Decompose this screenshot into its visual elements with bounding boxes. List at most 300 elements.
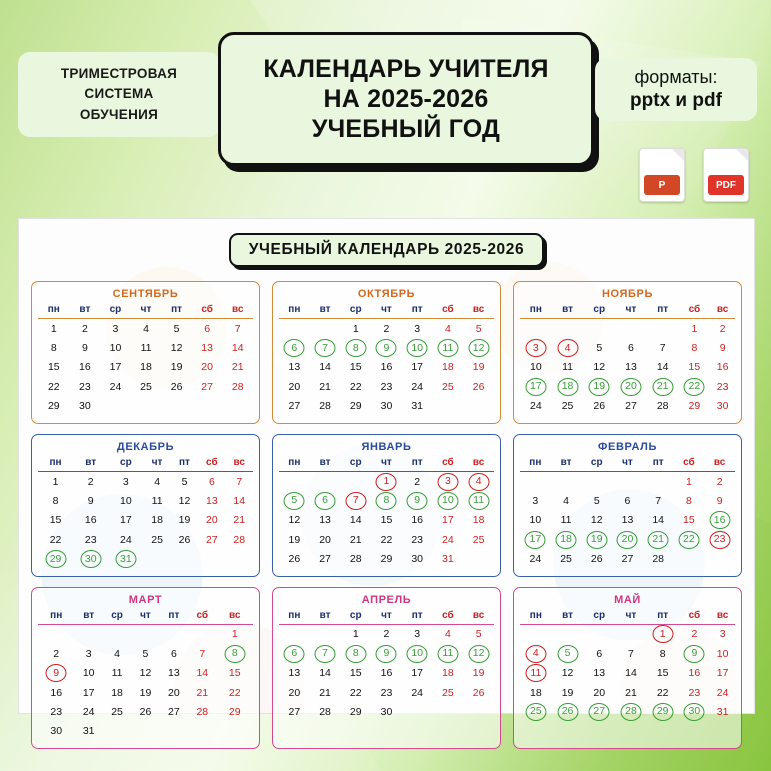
day-cell[interactable]	[615, 702, 647, 721]
day-cell[interactable]: 22	[349, 380, 362, 393]
day-cell[interactable]	[108, 549, 143, 568]
day-cell[interactable]	[520, 644, 552, 663]
day-cell[interactable]: 19	[472, 361, 485, 374]
day-cell[interactable]	[433, 338, 464, 357]
day-cell[interactable]: 19	[472, 667, 485, 680]
day-cell[interactable]: 14	[349, 514, 362, 527]
day-cell[interactable]: 26	[593, 400, 606, 413]
day-cell[interactable]: 4	[154, 475, 161, 488]
day-cell[interactable]: 7	[655, 494, 662, 507]
day-cell[interactable]: 10	[530, 361, 542, 374]
day-cell[interactable]: 16	[380, 667, 393, 680]
day-cell[interactable]: 27	[288, 400, 301, 413]
day-cell[interactable]: 12	[139, 667, 152, 680]
day-cell[interactable]: 23	[716, 380, 729, 393]
day-cell[interactable]: 27	[168, 705, 180, 718]
day-cell[interactable]: 8	[685, 494, 692, 507]
day-marker-circle: 19	[593, 380, 606, 393]
day-cell[interactable]: 15	[349, 361, 362, 374]
day-cell[interactable]	[647, 702, 679, 721]
day-cell[interactable]	[679, 702, 711, 721]
day-cell[interactable]: 20	[288, 686, 301, 699]
weekday-header: пн	[288, 609, 301, 621]
day-cell[interactable]: 29	[228, 705, 241, 718]
day-cell[interactable]: 7	[199, 647, 206, 660]
day-cell[interactable]: 18	[111, 686, 123, 699]
day-cell[interactable]: 2	[81, 322, 88, 335]
day-cell[interactable]: 14	[196, 667, 209, 680]
day-cell[interactable]	[679, 644, 711, 663]
day-cell[interactable]: 18	[530, 686, 542, 699]
day-cell[interactable]: 15	[683, 514, 695, 527]
day-cell[interactable]: 15	[349, 667, 362, 680]
day-cell[interactable]: 18	[472, 514, 485, 527]
day-cell[interactable]: 26	[178, 533, 191, 546]
day-cell[interactable]: 14	[319, 667, 331, 680]
day-cell[interactable]: 12	[178, 494, 191, 507]
day-cell[interactable]: 28	[652, 553, 664, 566]
day-cell[interactable]: 26	[472, 380, 485, 393]
day-cell[interactable]	[674, 530, 705, 549]
day-cell[interactable]: 18	[151, 514, 163, 527]
day-cell[interactable]: 20	[201, 361, 213, 374]
day-cell[interactable]: 29	[349, 400, 362, 413]
day-cell[interactable]: 21	[196, 686, 209, 699]
day-cell[interactable]	[463, 471, 494, 491]
weekday-header: вт	[562, 609, 574, 621]
day-marker-circle: 7	[318, 342, 333, 355]
weekday-header: ср	[593, 609, 606, 621]
day-cell[interactable]	[552, 702, 584, 721]
day-cell[interactable]: 12	[590, 514, 603, 527]
day-cell[interactable]	[310, 644, 341, 663]
day-cell[interactable]: 30	[380, 705, 393, 718]
day-cell[interactable]: 20	[168, 686, 180, 699]
day-cell[interactable]: 21	[231, 361, 244, 374]
day-cell[interactable]: 2	[87, 475, 94, 488]
day-cell[interactable]: 1	[352, 322, 359, 335]
day-cell[interactable]: 12	[288, 514, 301, 527]
weekday-header: пт	[179, 456, 190, 468]
day-cell[interactable]: 20	[593, 686, 606, 699]
day-cell[interactable]	[310, 491, 341, 510]
day-cell[interactable]: 31	[411, 400, 423, 413]
day-cell[interactable]: 15	[49, 514, 62, 527]
day-cell[interactable]	[340, 491, 371, 510]
day-cell-empty	[340, 471, 371, 491]
day-cell[interactable]: 23	[411, 533, 423, 546]
day-cell[interactable]: 3	[414, 628, 421, 641]
day-cell[interactable]	[402, 644, 433, 663]
day-cell[interactable]: 24	[442, 533, 454, 546]
day-cell[interactable]: 16	[688, 667, 701, 680]
day-cell[interactable]: 5	[596, 342, 603, 355]
day-cell[interactable]: 30	[380, 400, 393, 413]
day-cell[interactable]	[583, 702, 615, 721]
day-cell[interactable]: 29	[47, 400, 60, 413]
day-cell[interactable]: 25	[472, 533, 485, 546]
day-cell[interactable]: 23	[50, 705, 63, 718]
weekday-header: чт	[381, 456, 392, 468]
day-cell[interactable]: 13	[625, 361, 637, 374]
month-table	[520, 303, 735, 416]
day-cell[interactable]: 16	[411, 514, 423, 527]
day-cell[interactable]	[463, 338, 494, 357]
day-cell[interactable]: 30	[79, 400, 91, 413]
day-cell[interactable]: 15	[688, 361, 701, 374]
day-cell[interactable]: 16	[380, 361, 393, 374]
day-cell[interactable]: 2	[691, 628, 698, 641]
day-cell[interactable]: 21	[319, 686, 331, 699]
day-cell[interactable]: 13	[621, 514, 634, 527]
day-cell[interactable]: 13	[593, 667, 606, 680]
day-cell[interactable]: 22	[47, 380, 60, 393]
day-cell[interactable]	[552, 377, 584, 396]
day-cell[interactable]: 13	[288, 361, 301, 374]
day-cell[interactable]: 13	[319, 514, 331, 527]
day-cell[interactable]: 24	[109, 380, 122, 393]
day-cell[interactable]: 31	[442, 553, 454, 566]
day-cell[interactable]: 25	[561, 400, 574, 413]
day-cell[interactable]: 16	[716, 361, 729, 374]
day-cell[interactable]	[73, 549, 108, 568]
day-cell[interactable]: 9	[719, 342, 726, 355]
day-cell[interactable]: 10	[716, 647, 729, 660]
day-cell[interactable]: 4	[114, 647, 120, 660]
day-cell[interactable]: 15	[656, 667, 669, 680]
day-cell-empty	[310, 624, 341, 644]
day-cell[interactable]: 1	[52, 475, 59, 488]
day-cell[interactable]: 29	[349, 705, 362, 718]
day-cell[interactable]: 27	[288, 705, 301, 718]
day-cell[interactable]: 24	[411, 380, 423, 393]
day-cell[interactable]: 17	[442, 514, 454, 527]
day-cell[interactable]: 7	[628, 647, 634, 660]
day-cell[interactable]: 25	[560, 553, 572, 566]
day-cell[interactable]: 22	[656, 686, 669, 699]
day-cell[interactable]: 25	[140, 380, 152, 393]
day-cell[interactable]: 18	[140, 361, 152, 374]
day-cell[interactable]: 31	[82, 725, 95, 738]
months-grid	[31, 281, 742, 749]
day-cell[interactable]: 2	[716, 475, 723, 488]
day-cell[interactable]: 1	[50, 322, 57, 335]
week-row	[520, 702, 735, 721]
day-cell[interactable]	[520, 530, 551, 549]
week-row	[279, 491, 494, 510]
day-cell[interactable]	[679, 377, 711, 396]
day-cell[interactable]: 8	[50, 342, 57, 355]
day-cell[interactable]: 3	[414, 322, 421, 335]
day-cell[interactable]: 13	[206, 494, 218, 507]
day-cell[interactable]	[371, 644, 402, 663]
day-cell[interactable]: 5	[181, 475, 188, 488]
day-cell[interactable]	[340, 644, 371, 663]
day-cell[interactable]: 28	[196, 705, 209, 718]
day-cell[interactable]: 25	[442, 380, 454, 393]
month-card	[513, 587, 742, 749]
day-cell[interactable]: 2	[383, 322, 390, 335]
day-cell[interactable]: 30	[411, 553, 423, 566]
day-cell[interactable]: 24	[716, 686, 729, 699]
day-cell[interactable]: 18	[442, 361, 454, 374]
day-cell[interactable]: 7	[659, 342, 666, 355]
day-cell[interactable]: 14	[652, 514, 664, 527]
day-cell[interactable]: 16	[50, 686, 63, 699]
month-card	[31, 587, 260, 749]
day-cell[interactable]	[371, 338, 402, 357]
day-cell-empty	[143, 549, 170, 568]
day-cell[interactable]: 14	[319, 361, 331, 374]
day-cell[interactable]: 13	[168, 667, 180, 680]
day-cell[interactable]: 30	[716, 400, 729, 413]
day-cell[interactable]: 4	[143, 322, 149, 335]
day-cell[interactable]: 20	[319, 533, 331, 546]
day-cell[interactable]: 19	[288, 533, 301, 546]
day-cell[interactable]	[612, 530, 643, 549]
day-cell[interactable]	[647, 624, 679, 644]
day-cell[interactable]	[615, 377, 647, 396]
day-cell[interactable]: 14	[231, 342, 244, 355]
day-marker-circle: 9	[410, 494, 425, 507]
day-cell[interactable]: 12	[593, 361, 606, 374]
day-cell[interactable]: 12	[170, 342, 183, 355]
day-cell[interactable]: 23	[84, 533, 97, 546]
day-cell-empty	[551, 471, 582, 491]
day-cell[interactable]: 8	[691, 342, 698, 355]
day-cell[interactable]: 4	[563, 494, 569, 507]
day-cell[interactable]	[463, 644, 494, 663]
day-cell[interactable]: 24	[529, 553, 542, 566]
day-cell[interactable]	[581, 530, 612, 549]
weekday-header: пт	[652, 456, 664, 468]
day-cell[interactable]: 27	[319, 553, 331, 566]
day-cell[interactable]: 21	[625, 686, 637, 699]
day-cell[interactable]: 6	[204, 322, 211, 335]
day-cell[interactable]: 17	[411, 667, 423, 680]
day-cell[interactable]: 2	[53, 647, 60, 660]
day-cell[interactable]	[552, 644, 584, 663]
day-cell[interactable]: 19	[178, 514, 191, 527]
day-cell[interactable]	[520, 338, 552, 357]
day-cell[interactable]: 10	[109, 342, 122, 355]
day-cell[interactable]: 6	[208, 475, 215, 488]
day-cell[interactable]: 29	[688, 400, 701, 413]
day-cell[interactable]: 29	[380, 553, 393, 566]
day-cell[interactable]: 7	[234, 322, 241, 335]
day-cell[interactable]: 17	[411, 361, 423, 374]
day-cell[interactable]	[704, 530, 735, 549]
day-cell[interactable]: 11	[140, 342, 152, 355]
day-cell[interactable]: 3	[719, 628, 726, 641]
weekday-header: сб	[683, 456, 695, 468]
day-cell[interactable]: 5	[593, 494, 600, 507]
day-cell[interactable]	[371, 471, 402, 491]
day-cell[interactable]: 21	[349, 533, 362, 546]
day-cell[interactable]	[520, 664, 552, 683]
day-cell[interactable]: 6	[170, 647, 177, 660]
day-cell[interactable]: 5	[475, 628, 482, 641]
day-cell[interactable]: 14	[233, 494, 246, 507]
day-cell[interactable]: 10	[529, 514, 542, 527]
day-cell[interactable]: 24	[82, 705, 95, 718]
day-cell[interactable]: 25	[111, 705, 123, 718]
day-cell[interactable]: 20	[288, 380, 301, 393]
day-cell[interactable]: 28	[349, 553, 362, 566]
day-cell[interactable]: 28	[319, 400, 331, 413]
weekday-header: вс	[229, 609, 241, 621]
day-cell[interactable]: 1	[685, 475, 692, 488]
day-cell[interactable]: 5	[173, 322, 180, 335]
day-cell[interactable]: 23	[380, 380, 393, 393]
day-cell[interactable]: 7	[236, 475, 243, 488]
day-cell[interactable]: 6	[624, 494, 631, 507]
formats-value: pptx и pdf	[630, 89, 722, 111]
day-cell[interactable]: 9	[81, 342, 88, 355]
day-cell[interactable]	[551, 530, 582, 549]
day-cell[interactable]: 24	[120, 533, 132, 546]
day-cell[interactable]: 3	[122, 475, 129, 488]
day-cell[interactable]: 24	[530, 400, 542, 413]
day-cell[interactable]: 23	[79, 380, 91, 393]
day-marker-circle: 9	[687, 647, 702, 660]
day-cell[interactable]: 10	[82, 667, 95, 680]
day-cell[interactable]	[402, 338, 433, 357]
day-cell[interactable]: 28	[656, 400, 669, 413]
day-cell[interactable]: 5	[142, 647, 149, 660]
day-cell[interactable]	[647, 377, 679, 396]
day-cell[interactable]: 11	[111, 667, 123, 680]
day-cell[interactable]: 17	[716, 667, 729, 680]
day-cell[interactable]	[520, 377, 552, 396]
day-cell[interactable]: 25	[151, 533, 163, 546]
day-cell[interactable]: 22	[228, 686, 241, 699]
day-cell[interactable]: 9	[87, 494, 94, 507]
day-cell[interactable]	[433, 471, 464, 491]
day-cell[interactable]: 22	[349, 686, 362, 699]
day-cell[interactable]: 9	[716, 494, 723, 507]
day-cell[interactable]: 3	[85, 647, 92, 660]
day-cell[interactable]: 17	[120, 514, 132, 527]
day-cell[interactable]: 22	[49, 533, 62, 546]
day-cell[interactable]	[340, 338, 371, 357]
day-cell[interactable]: 11	[151, 494, 163, 507]
day-cell[interactable]: 27	[201, 380, 213, 393]
day-cell[interactable]: 15	[47, 361, 60, 374]
day-cell[interactable]	[279, 338, 310, 357]
day-cell[interactable]: 28	[233, 533, 246, 546]
day-cell[interactable]	[402, 491, 433, 510]
day-cell[interactable]: 17	[82, 686, 95, 699]
day-cell[interactable]: 14	[625, 667, 637, 680]
day-cell[interactable]	[583, 377, 615, 396]
day-cell[interactable]: 19	[561, 686, 574, 699]
day-cell[interactable]: 23	[688, 686, 701, 699]
pdf-file-icon-label: PDF	[708, 175, 744, 195]
day-cell[interactable]: 10	[120, 494, 132, 507]
day-marker-circle: 25	[530, 705, 542, 718]
day-cell[interactable]: 22	[380, 533, 393, 546]
day-cell[interactable]	[216, 644, 253, 663]
day-cell[interactable]: 4	[444, 322, 451, 335]
day-cell[interactable]: 6	[628, 342, 634, 355]
day-cell[interactable]	[433, 644, 464, 663]
day-cell[interactable]: 26	[170, 380, 183, 393]
day-cell[interactable]: 4	[444, 628, 451, 641]
day-cell[interactable]	[643, 530, 674, 549]
day-cell[interactable]: 26	[288, 553, 301, 566]
day-cell[interactable]	[552, 338, 584, 357]
day-cell[interactable]: 11	[560, 514, 572, 527]
day-cell[interactable]: 18	[442, 667, 454, 680]
day-cell[interactable]	[38, 549, 73, 568]
day-cell[interactable]: 19	[170, 361, 183, 374]
day-cell[interactable]: 6	[596, 647, 603, 660]
day-cell[interactable]: 27	[621, 553, 634, 566]
day-cell[interactable]: 16	[79, 361, 91, 374]
day-cell[interactable]: 16	[84, 514, 97, 527]
day-cell[interactable]	[433, 491, 464, 510]
week-row	[279, 377, 494, 396]
day-cell[interactable]: 30	[50, 725, 63, 738]
day-cell[interactable]	[38, 664, 74, 683]
day-cell[interactable]: 1	[691, 322, 698, 335]
day-cell[interactable]: 24	[411, 686, 423, 699]
day-cell[interactable]	[463, 491, 494, 510]
day-cell[interactable]	[520, 702, 552, 721]
day-cell[interactable]: 23	[380, 686, 393, 699]
day-cell[interactable]: 27	[625, 400, 637, 413]
day-cell[interactable]: 21	[233, 514, 246, 527]
day-cell[interactable]: 5	[475, 322, 482, 335]
day-cell[interactable]: 3	[112, 322, 119, 335]
day-cell[interactable]: 26	[590, 553, 603, 566]
day-cell[interactable]: 31	[716, 705, 729, 718]
day-cell[interactable]: 14	[656, 361, 669, 374]
day-cell[interactable]: 11	[562, 361, 573, 374]
day-cell[interactable]	[279, 644, 310, 663]
day-cell[interactable]: 13	[201, 342, 213, 355]
day-cell[interactable]: 26	[472, 686, 485, 699]
day-cell[interactable]: 1	[352, 628, 359, 641]
day-cell[interactable]: 28	[319, 705, 331, 718]
day-cell[interactable]: 3	[532, 494, 539, 507]
day-cell[interactable]: 27	[206, 533, 218, 546]
day-cell[interactable]: 2	[414, 475, 421, 488]
day-cell[interactable]: 15	[228, 667, 241, 680]
day-cell[interactable]: 17	[109, 361, 122, 374]
day-cell[interactable]: 8	[659, 647, 666, 660]
day-cell[interactable]: 2	[719, 322, 726, 335]
day-cell[interactable]	[704, 511, 735, 530]
day-cell[interactable]: 8	[52, 494, 59, 507]
day-cell[interactable]: 26	[139, 705, 152, 718]
week-row	[279, 471, 494, 491]
day-cell[interactable]: 12	[561, 667, 574, 680]
day-cell[interactable]: 15	[380, 514, 393, 527]
day-cell[interactable]: 28	[231, 380, 244, 393]
day-cell[interactable]: 13	[288, 667, 301, 680]
day-cell[interactable]: 2	[383, 628, 390, 641]
day-cell[interactable]: 1	[231, 628, 238, 641]
day-cell[interactable]	[310, 338, 341, 357]
day-cell[interactable]: 25	[442, 686, 454, 699]
day-cell[interactable]: 19	[139, 686, 152, 699]
day-cell[interactable]: 20	[206, 514, 218, 527]
day-cell[interactable]	[371, 491, 402, 510]
day-cell[interactable]	[279, 491, 310, 510]
day-cell[interactable]: 21	[319, 380, 331, 393]
